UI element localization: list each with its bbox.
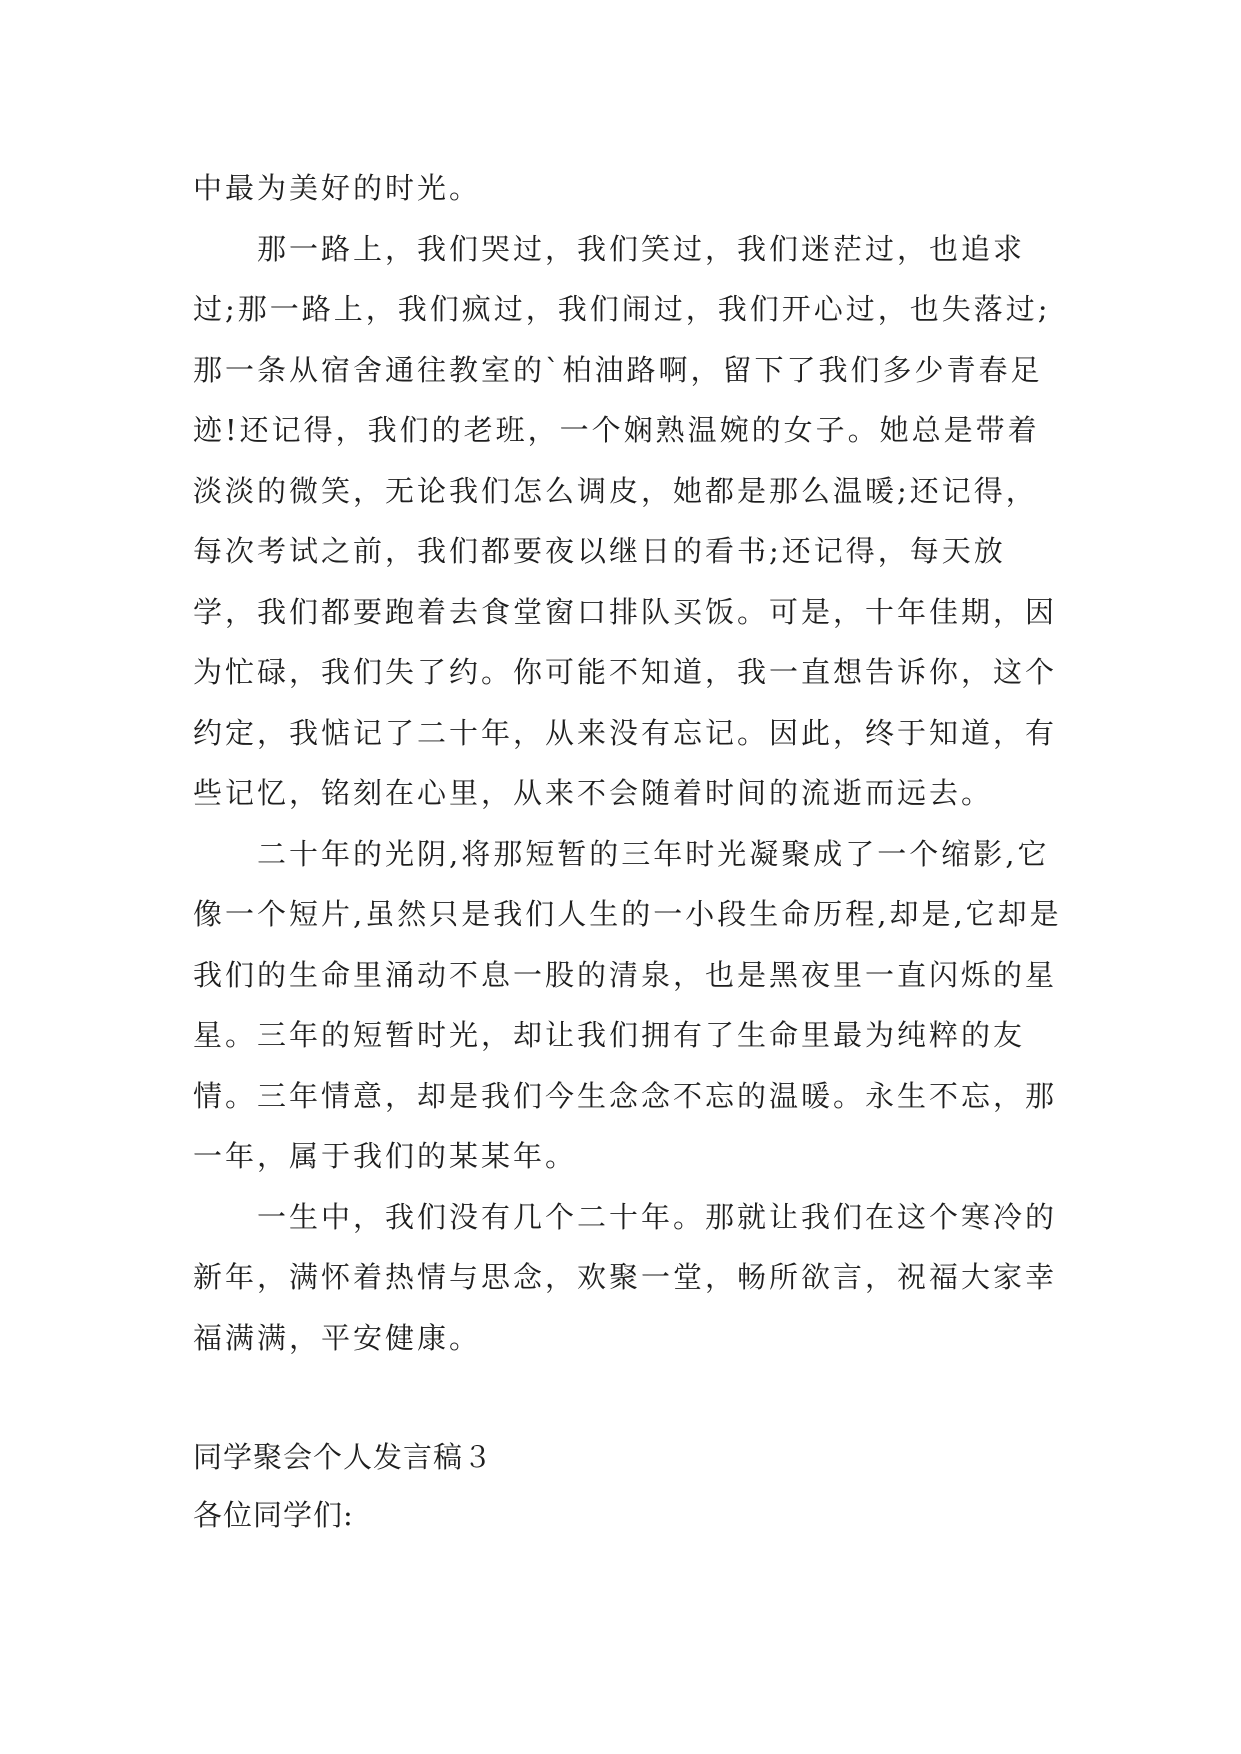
paragraph-twenty-years: 二十年的光阴,将那短暂的三年时光凝聚成了一个缩影,它像一个短片,虽然只是我们人生的一小段生命历程,却是,它却是我们的生命里涌动不息一股的清泉，也是黑夜里一直闪烁的星星。三年的短暂时光，却让我们拥有了生命里最为纯粹的友情。三年情意，却是我们今生念念不忘的温暖。永生不忘，那一年，属于我们的某某年。 (193, 836, 1062, 1173)
document-body (193, 158, 1063, 1544)
paragraph-blessing: 一生中，我们没有几个二十年。那就让我们在这个寒冷的新年，满怀着热情与思念，欢聚一堂，畅所欲言，祝福大家幸福满满，平安健康。 (193, 1199, 1058, 1355)
paragraph-continuation: 中最为美好的时光。 (193, 171, 482, 205)
section-title: 同学聚会个人发言稿３ (193, 1440, 494, 1474)
paragraph-memories: 那一路上，我们哭过，我们笑过，我们迷茫过，也追求过;那一路上，我们疯过，我们闹过，我们开心过，也失落过;那一条从宿舍通往教室的`柏油路啊，留下了我们多少青春足迹!还记得，我们的老班，一个娴熟温婉的女子。她总是带着淡淡的微笑，无论我们怎么调皮，她都是那么温暖;还记得，每次考试之前，我们都要夜以继日的看书;还记得，每天放学，我们都要跑着去食堂窗口排队买饭。可是，十年佳期，因为忙碌，我们失了约。你可能不知道，我一直想告诉你，这个约定，我惦记了二十年，从来没有忘记。因此，终于知道，有些记忆，铭刻在心里，从来不会随着时间的流逝而远去。 (193, 231, 1058, 810)
salutation: 各位同学们: (193, 1498, 354, 1532)
